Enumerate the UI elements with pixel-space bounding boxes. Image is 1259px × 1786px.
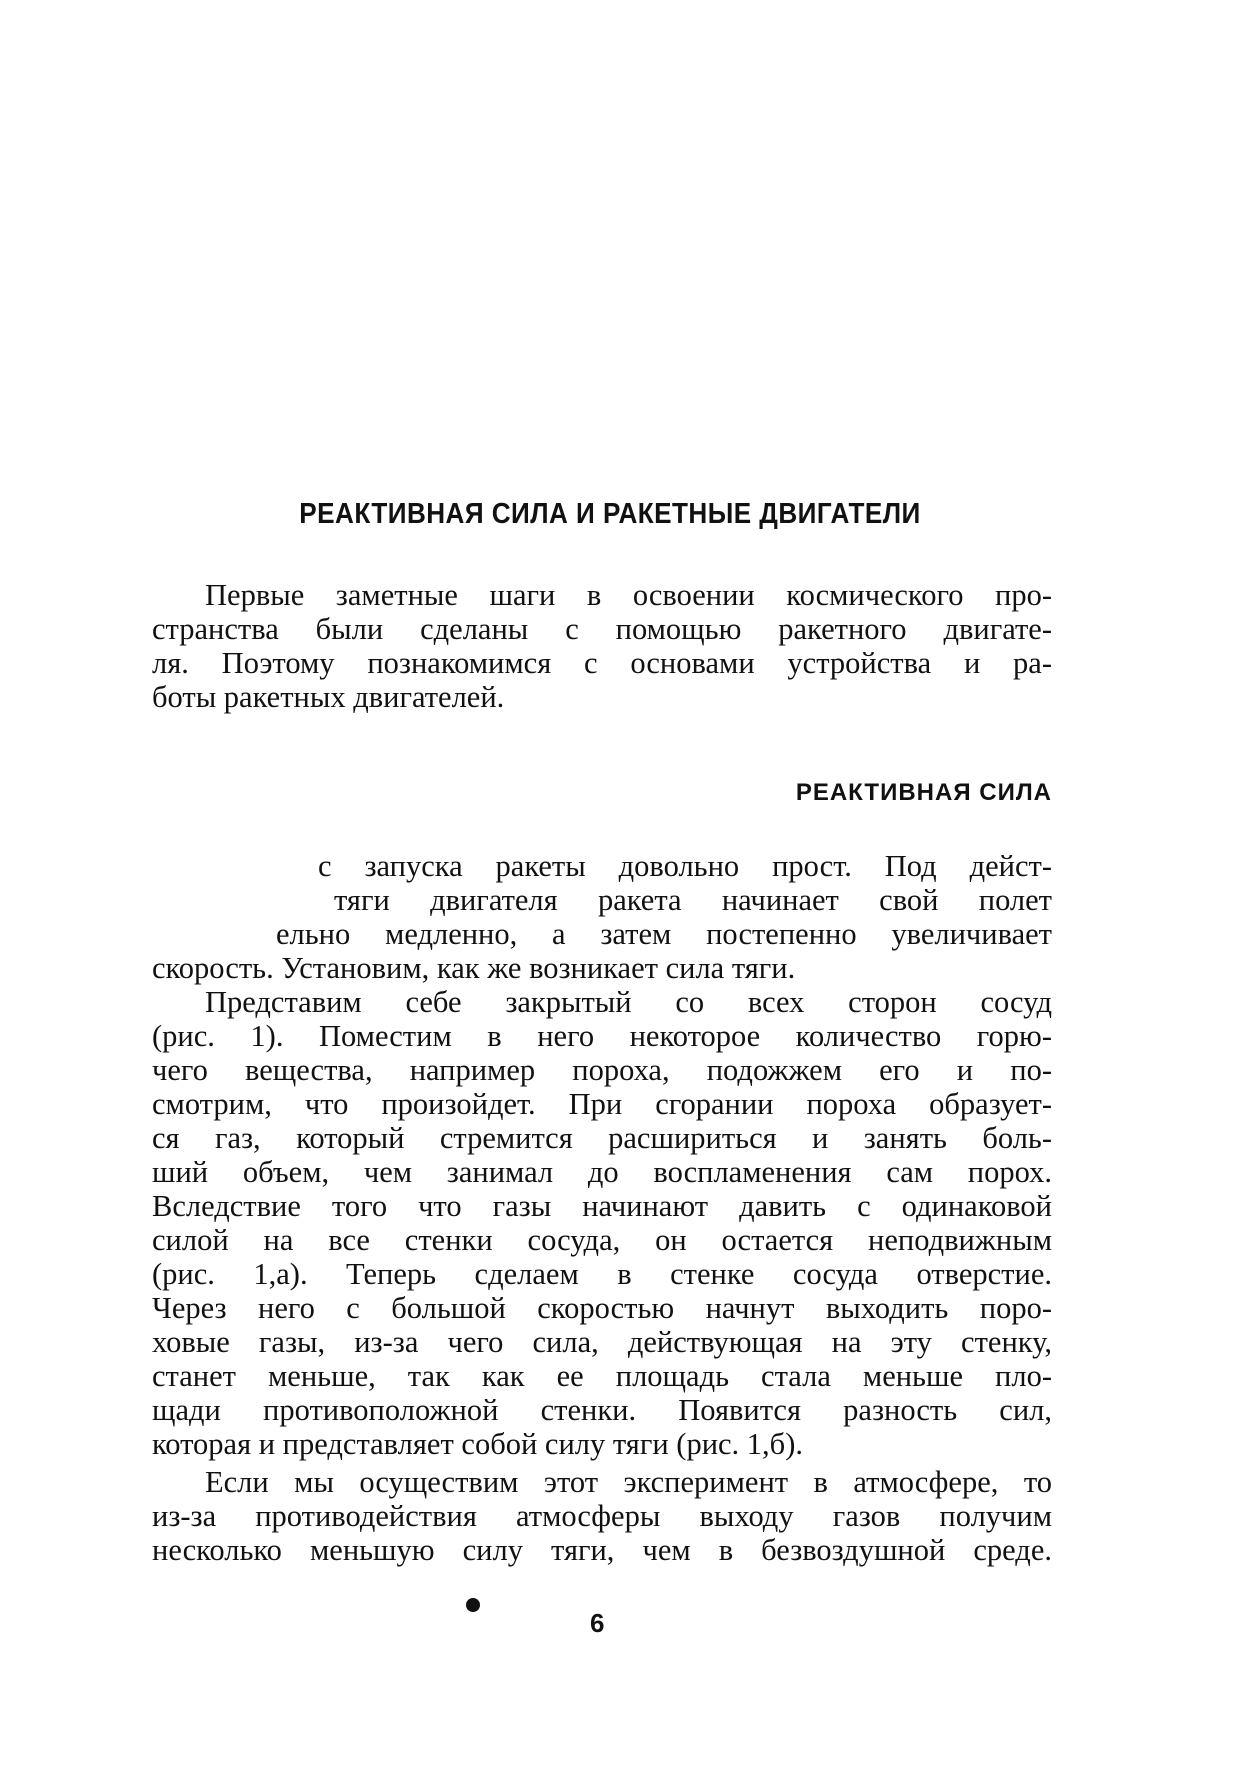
body-line: ся газ, который стремится расшириться и занять боль- <box>152 1121 1052 1155</box>
intro-line: странства были сделаны с помощью ракетного двигате- <box>152 612 1052 646</box>
body-line: Через него с большой скоростью начнут выходить поро- <box>152 1291 1052 1325</box>
body-line: Представим себе закрытый со всех сторон сосуд <box>205 985 1052 1019</box>
body-line: ший объем, чем занимал до воспламенения сам порох. <box>152 1155 1052 1189</box>
body-line: силой на все стенки сосуда, он остается неподвижным <box>152 1223 1052 1257</box>
body-line: скорость. Установим, как же возникает сила тяги. <box>152 951 796 985</box>
intro-line: боты ракетных двигателей. <box>152 680 505 714</box>
body-line: несколько меньшую силу тяги, чем в безвоздушной среде. <box>152 1533 1052 1567</box>
body-line: смотрим, что произойдет. При сгорании пороха образует- <box>152 1087 1052 1121</box>
body-line: (рис. 1,а). Теперь сделаем в стенке сосуда отверстие. <box>152 1257 1052 1291</box>
section-title: РЕАКТИВНАЯ СИЛА <box>795 779 1052 806</box>
intro-line: ля. Поэтому познакомимся с основами устройства и ра- <box>152 646 1052 680</box>
intro-line: Первые заметные шаги в освоении космического про- <box>205 578 1052 612</box>
body-line: тяги двигателя ракета начинает свой полет <box>334 883 1052 917</box>
body-line: Вследствие того что газы начинают давить с одинаковой <box>152 1189 1052 1223</box>
body-line: Если мы осуществим этот эксперимент в атмосфере, то <box>205 1465 1052 1499</box>
ink-dot <box>466 1598 480 1612</box>
body-line: из-за противодействия атмосферы выходу газов получим <box>152 1499 1052 1533</box>
body-line: щади противоположной стенки. Появится разность сил, <box>152 1393 1052 1427</box>
body-line: станет меньше, так как ее площадь стала меньше пло- <box>152 1359 1052 1393</box>
body-line: ховые газы, из-за чего сила, действующая на эту стенку, <box>152 1325 1052 1359</box>
chapter-title: РЕАКТИВНАЯ СИЛА И РАКЕТНЫЕ ДВИГАТЕЛИ <box>299 498 921 530</box>
body-line: чего вещества, например пороха, подожжем его и по- <box>152 1053 1052 1087</box>
body-line: с запуска ракеты довольно прост. Под дейст- <box>318 849 1052 883</box>
body-line: ельно медленно, а затем постепенно увеличивает <box>276 917 1052 951</box>
body-line: которая и представляет собой силу тяги (рис. 1,б). <box>152 1427 803 1461</box>
page-number: 6 <box>590 1608 605 1638</box>
body-line: (рис. 1). Поместим в него некоторое количество горю- <box>152 1019 1052 1053</box>
